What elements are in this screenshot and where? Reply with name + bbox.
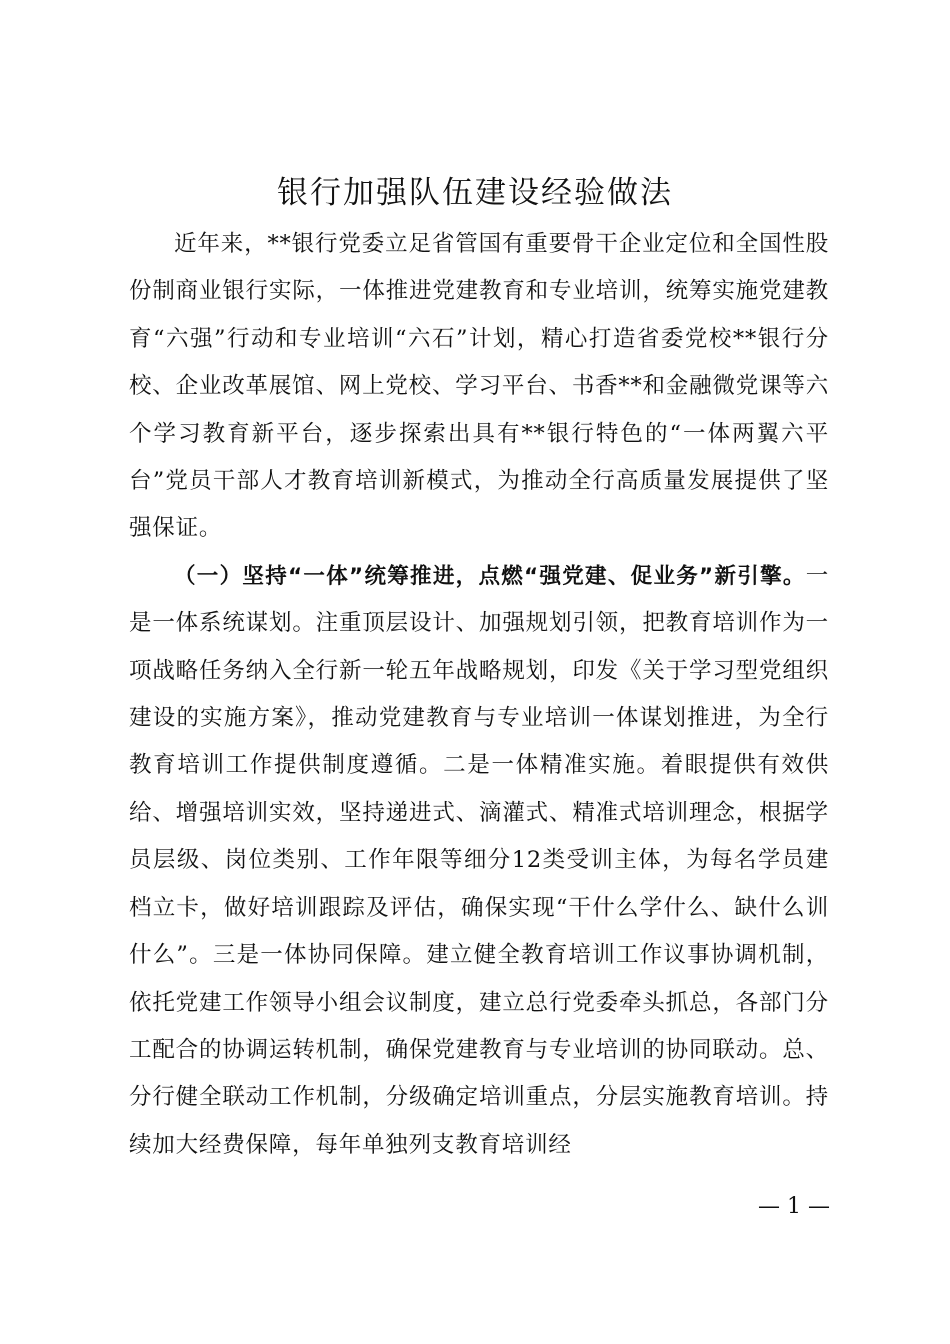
section-one-paragraph bbox=[129, 553, 829, 1169]
section-one-text: 一是一体系统谋划。注重顶层设计、加强规划引领，把教育培训作为一项战略任务纳入全行新一轮五年战略规划，印发《关于学习型党组织建设的实施方案》，推动党建教育与专业培训一体谋划推进，为全行教育培训工作提供制度遵循。二是一体精准实施。着眼提供有效供给、增强培训实效，坚持递进式、滴灌式、精准式培训理念，根据学员层级、岗位类别、工作年限等细分12类受训主体，为每名学员建档立卡，做好培训跟踪及评估，确保实现“干什么学什么、缺什么训什么”。三是一体协同保障。建立健全教育培训工作议事协调机制，依托党建工作领导小组会议制度，建立总行党委牵头抓总，各部门分工配合的协调运转机制，确保党建教育与专业培训的协同联动。总、分行健全联动工作机制，分级确定培训重点，分层实施教育培训。持续加大经费保障，每年单独列支教育培训经 bbox=[129, 562, 829, 1158]
section-one-heading: （一）坚持“一体”统筹推进，点燃“强党建、促业务”新引擎。 bbox=[174, 563, 806, 589]
document-title: 银行加强队伍建设经验做法 bbox=[277, 175, 673, 211]
page-number: — 1 — bbox=[758, 1194, 830, 1219]
document-body bbox=[129, 221, 829, 1169]
intro-paragraph-text: 近年来，**银行党委立足省管国有重要骨干企业定位和全国性股份制商业银行实际，一体推进党建教育和专业培训，统筹实施党建教育“六强”行动和专业培训“六石”计划，精心打造省委党校**银行分校、企业改革展馆、网上党校、学习平台、书香**和金融微党课等六个学习教育新平台，逐步探索出具有**银行特色的“一体两翼六平台”党员干部人才教育培训新模式，为推动全行高质量发展提供了坚强保证。 bbox=[129, 231, 829, 542]
intro-paragraph bbox=[129, 221, 829, 553]
